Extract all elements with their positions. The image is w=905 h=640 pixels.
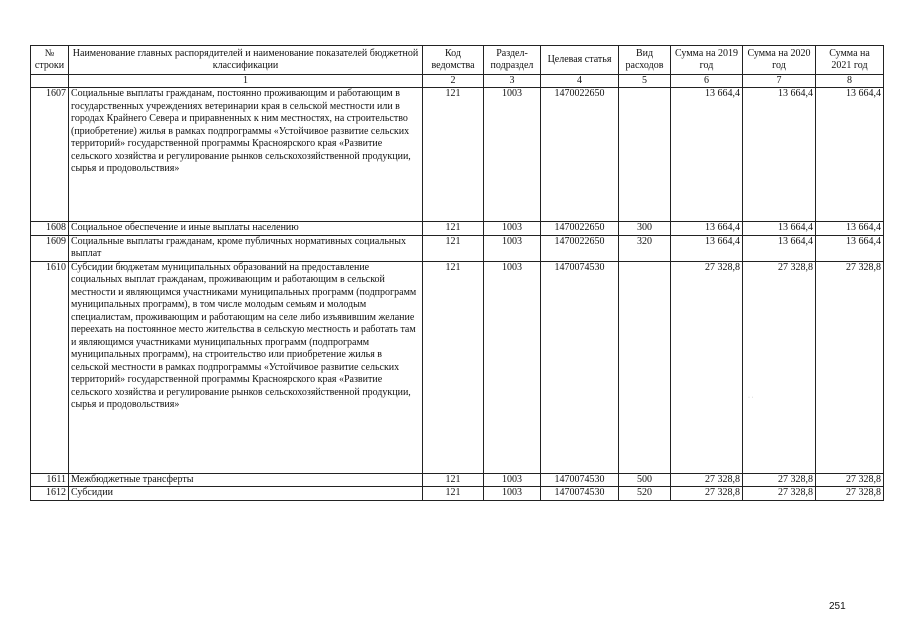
- table-row: [31, 88, 884, 222]
- budget-table: [30, 45, 884, 501]
- row-expense-type: 520: [619, 487, 671, 501]
- row-sum-2021: 13 664,4: [816, 88, 884, 222]
- row-department-code: 121: [423, 487, 484, 501]
- column-number: 3: [484, 75, 541, 88]
- column-number: 1: [69, 75, 423, 88]
- row-number: 1610: [31, 261, 69, 473]
- row-target-article: 1470022650: [541, 222, 619, 236]
- page-number: 251: [829, 601, 846, 612]
- row-name: Социальные выплаты гражданам, постоянно проживающим и работающим в государственных учреждениях ветеринарии края в сельской местности или в городах Крайнего Севера и приравненных к ним местностях, на строительство (приобретение) жилья в рамках подпрограммы «Устойчивое развитие сельских территорий» государственной программы Красноярского края «Развитие сельского хозяйства и регулирование рынков сельскохозяйственной продукции, сырья и продовольствия»: [69, 88, 423, 222]
- table-row: [31, 473, 884, 487]
- column-number: 8: [816, 75, 884, 88]
- row-sum-2019: 27 328,8: [671, 261, 743, 473]
- header-name: Наименование главных распорядителей и наименование показателей бюджетной классификации: [69, 46, 423, 75]
- row-section: 1003: [484, 222, 541, 236]
- row-sum-2020: 27 328,8: [743, 261, 816, 473]
- row-sum-2021: 27 328,8: [816, 487, 884, 501]
- row-sum-2019: 13 664,4: [671, 88, 743, 222]
- row-sum-2021: 13 664,4: [816, 222, 884, 236]
- table-row: [31, 487, 884, 501]
- row-sum-2019: 27 328,8: [671, 487, 743, 501]
- row-number: 1611: [31, 473, 69, 487]
- row-department-code: 121: [423, 235, 484, 261]
- row-department-code: 121: [423, 473, 484, 487]
- row-target-article: 1470074530: [541, 261, 619, 473]
- row-name: Межбюджетные трансферты: [69, 473, 423, 487]
- row-name: Социальные выплаты гражданам, кроме публичных нормативных социальных выплат: [69, 235, 423, 261]
- row-expense-type: 320: [619, 235, 671, 261]
- row-expense-type: [619, 88, 671, 222]
- header-expense-type: Вид расходов: [619, 46, 671, 75]
- row-number: 1612: [31, 487, 69, 501]
- row-department-code: 121: [423, 222, 484, 236]
- row-number: 1608: [31, 222, 69, 236]
- column-number: 2: [423, 75, 484, 88]
- header-row-number: № строки: [31, 46, 69, 75]
- row-section: 1003: [484, 487, 541, 501]
- row-sum-2020: 27 328,8: [743, 473, 816, 487]
- row-department-code: 121: [423, 261, 484, 473]
- column-number-row: [31, 75, 884, 88]
- row-number: 1609: [31, 235, 69, 261]
- row-section: 1003: [484, 235, 541, 261]
- header-row: [31, 46, 884, 75]
- column-number: 6: [671, 75, 743, 88]
- column-number: 7: [743, 75, 816, 88]
- header-sum-2020: Сумма на 2020 год: [743, 46, 816, 75]
- row-section: 1003: [484, 261, 541, 473]
- row-number: 1607: [31, 88, 69, 222]
- row-sum-2020: 13 664,4: [743, 222, 816, 236]
- row-sum-2020: 27 328,8: [743, 487, 816, 501]
- column-number: 4: [541, 75, 619, 88]
- row-sum-2021: 13 664,4: [816, 235, 884, 261]
- row-department-code: 121: [423, 88, 484, 222]
- row-sum-2021: 27 328,8: [816, 261, 884, 473]
- row-sum-2020: 13 664,4: [743, 235, 816, 261]
- header-section: Раздел-подраздел: [484, 46, 541, 75]
- row-name: Социальное обеспечение и иные выплаты населению: [69, 222, 423, 236]
- header-sum-2021: Сумма на 2021 год: [816, 46, 884, 75]
- table-row: [31, 261, 884, 473]
- row-expense-type: 500: [619, 473, 671, 487]
- row-name: Субсидии бюджетам муниципальных образований на предоставление социальных выплат гражданам, проживающим и работающим в сельской местности и являющимся участниками муниципальных программ (подпрограмм муниципальных программ), в том числе молодым семьям и молодым специалистам, проживающим и работающим на селе либо изъявившим желание переехать на постоянное место жительства в сельскую местность и работать там и являющимся участниками муниципальных программ (подпрограмм муниципальных программ), на строительство или приобретение жилья в сельской местности в рамках подпрограммы «Устойчивое развитие сельских территорий» государственной программы Красноярского края «Развитие сельского хозяйства и регулирование рынков сельскохозяйственной продукции, сырья и продовольствия»: [69, 261, 423, 473]
- row-expense-type: 300: [619, 222, 671, 236]
- row-sum-2019: 27 328,8: [671, 473, 743, 487]
- row-sum-2019: 13 664,4: [671, 235, 743, 261]
- row-target-article: 1470074530: [541, 487, 619, 501]
- scan-speck: · ·: [748, 395, 754, 401]
- header-sum-2019: Сумма на 2019 год: [671, 46, 743, 75]
- row-sum-2019: 13 664,4: [671, 222, 743, 236]
- row-section: 1003: [484, 473, 541, 487]
- column-number: [31, 75, 69, 88]
- row-target-article: 1470074530: [541, 473, 619, 487]
- row-target-article: 1470022650: [541, 88, 619, 222]
- row-sum-2021: 27 328,8: [816, 473, 884, 487]
- header-target-article: Целевая статья: [541, 46, 619, 75]
- row-sum-2020: 13 664,4: [743, 88, 816, 222]
- column-number: 5: [619, 75, 671, 88]
- header-department-code: Код ведомства: [423, 46, 484, 75]
- table-row: [31, 235, 884, 261]
- row-expense-type: [619, 261, 671, 473]
- table-row: [31, 222, 884, 236]
- row-name: Субсидии: [69, 487, 423, 501]
- row-section: 1003: [484, 88, 541, 222]
- row-target-article: 1470022650: [541, 235, 619, 261]
